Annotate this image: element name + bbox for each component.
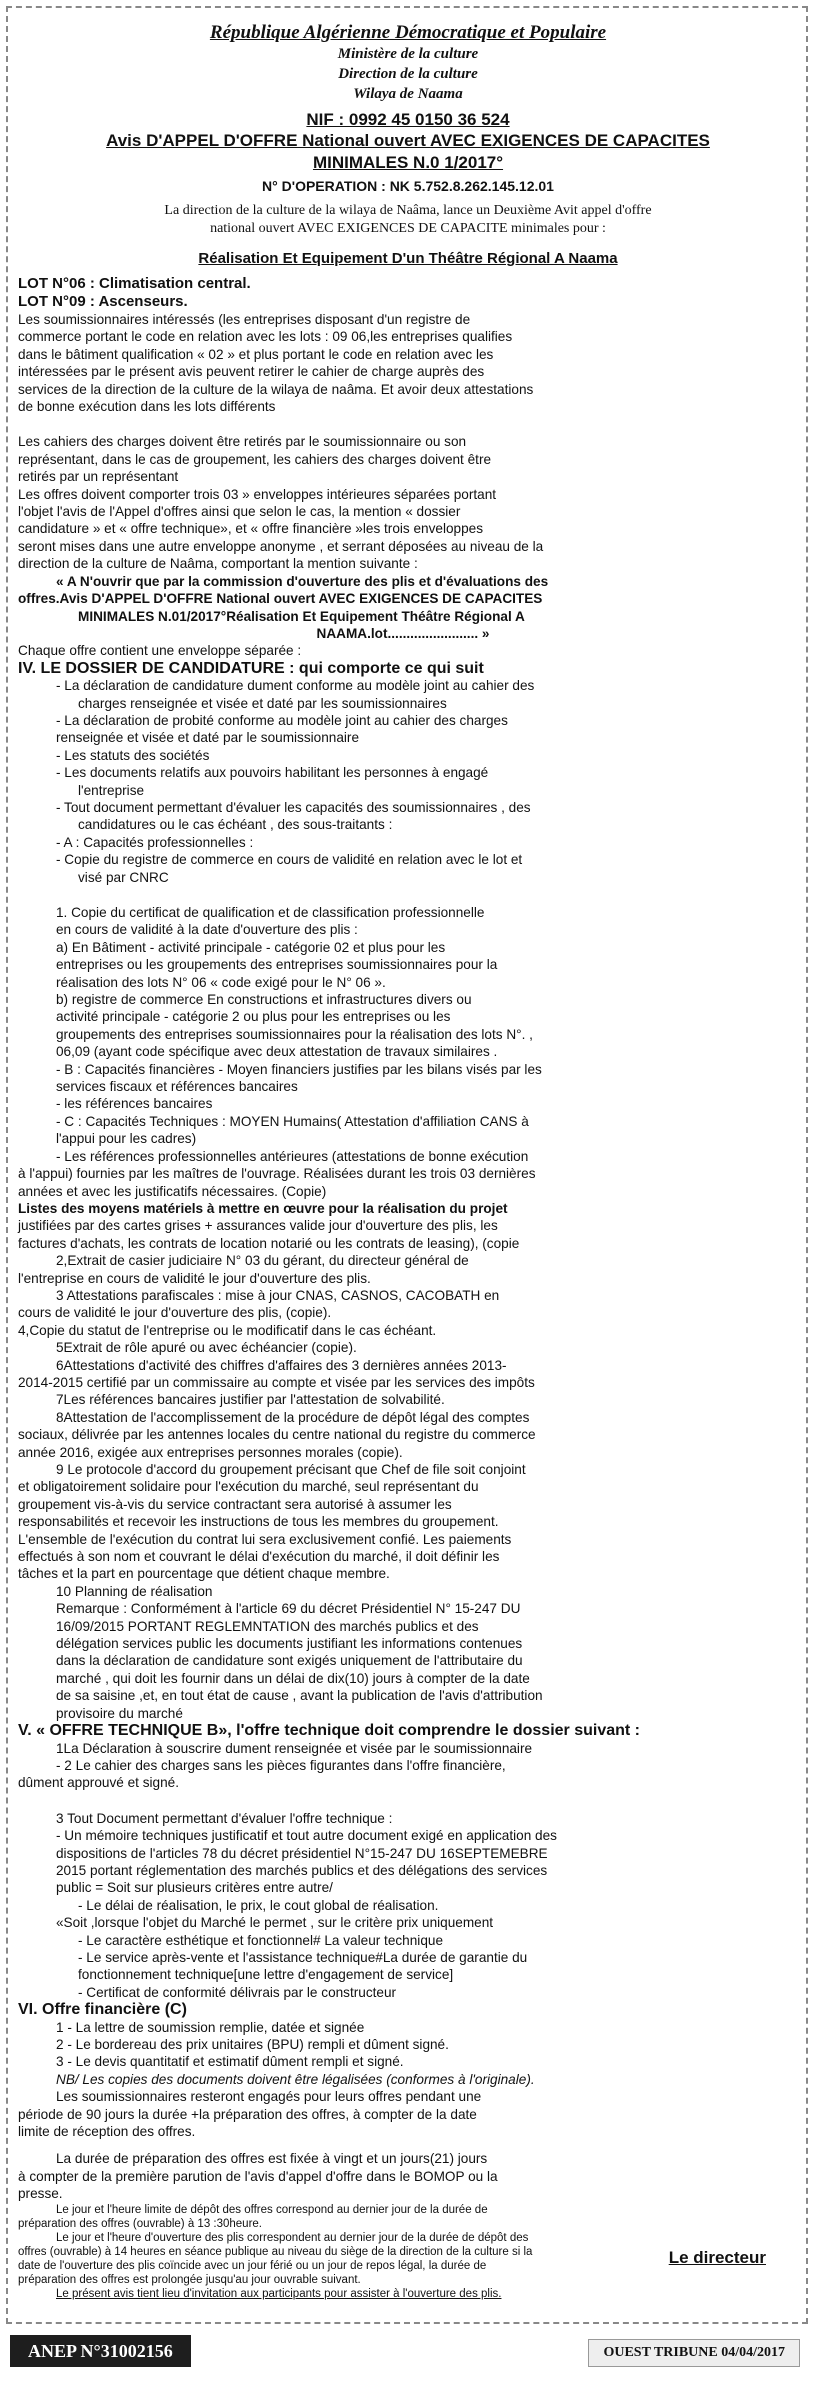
body-line: Les cahiers des charges doivent être retirés par le soumissionnaire ou son: [18, 434, 467, 450]
document: [18, 22, 798, 2301]
body-line: services fiscaux et références bancaires: [56, 1079, 298, 1095]
body-line: 3 Tout Document permettant d'évaluer l'offre technique :: [56, 1810, 393, 1826]
body-line: LOT N°09 : Ascenseurs.: [18, 293, 188, 310]
body-line: - Tout document permettant d'évaluer les capacités des soumissionnaires , des: [56, 799, 531, 815]
body-line: - Certificat de conformité délivrais par le constructeur: [78, 1984, 397, 2000]
body-line: date de l'ouverture des plis coïncide avec un jour férié ou un jour de repos légal, la durée de: [18, 2259, 487, 2272]
body-line: Chaque offre contient une enveloppe séparée :: [18, 643, 302, 659]
body-line: sociaux, délivrée par les antennes locales du centre national du registre du commerce: [18, 1427, 536, 1443]
body-line: dûment approuvé et signé.: [18, 1775, 179, 1791]
body-line: préparation des offres (ouvrable) à 13 :30heure.: [18, 2217, 262, 2230]
body-line: en cours de validité à la date d'ouverture des plis :: [56, 922, 358, 938]
body-line: - Le délai de réalisation, le prix, le cout global de réalisation.: [78, 1897, 439, 1913]
body-line: IV. LE DOSSIER DE CANDIDATURE : qui comporte ce qui suit: [18, 659, 484, 677]
body-line: Remarque : Conformément à l'article 69 du décret Présidentiel N° 15-247 DU: [56, 1601, 521, 1617]
body-line: seront mises dans une autre enveloppe anonyme , et serrant déposées au niveau de la: [18, 538, 544, 554]
body-line: groupements des entreprises soumissionnaires pour la réalisation des lots N°. ,: [56, 1026, 533, 1042]
body-line: 3 Attestations parafiscales : mise à jour CNAS, CASNOS, CACOBATH en: [56, 1287, 500, 1303]
body-line: [18, 1792, 788, 1810]
body-line: et obligatoirement solidaire pour l'exécution du marché, seul représentant du: [18, 1479, 479, 1495]
body-line: Les soumissionnaires intéressés (les entreprises disposant d'un registre de: [18, 312, 471, 327]
body-line: - La déclaration de candidature dument conforme au modèle joint au cahier des: [56, 678, 535, 694]
body-line: services de la direction de la culture de la wilaya de naâma. Et avoir deux attestations: [18, 381, 534, 397]
body-line: l'entreprise en cours de validité le jour d'ouverture des plis.: [18, 1270, 371, 1286]
body-line: Listes des moyens matériels à mettre en œuvre pour la réalisation du projet: [18, 1200, 508, 1216]
body-line: Le jour et l'heure d'ouverture des plis correspondent au dernier jour de la durée de dépôt des: [56, 2231, 529, 2244]
body-line: réalisation des lots N° 06 « code exigé pour le N° 06 ».: [56, 974, 386, 990]
body-line: public = Soit sur plusieurs critères entre autre/: [56, 1880, 333, 1896]
body-line: groupement vis-à-vis du service contractant sera autorisé à assumer les: [18, 1496, 452, 1512]
body-line: 1. Copie du certificat de qualification et de classification professionnelle: [56, 905, 485, 920]
body-line: - Les références professionnelles antérieures (attestations de bonne exécution: [56, 1148, 529, 1164]
body-line: période de 90 jours la durée +la préparation des offres, à compter de la date: [18, 2106, 477, 2122]
wilaya-line: Wilaya de Naama: [353, 86, 463, 102]
body-line: dans la déclaration de candidature sont exigés uniquement de l'attributaire du: [56, 1653, 523, 1669]
body-line: de bonne exécution dans les lots différents: [18, 399, 276, 415]
nif-number: NIF : 0992 45 0150 36 524: [306, 110, 510, 129]
body-line: 3 - Le devis quantitatif et estimatif dûment rempli et signé.: [56, 2054, 404, 2070]
body-line: 10 Planning de réalisation: [56, 1583, 213, 1599]
body-line: MINIMALES N.01/2017°Réalisation Et Equipement Théâtre Régional A: [78, 608, 525, 624]
body-line: L'ensemble de l'exécution du contrat lui sera exclusivement confié. Les paiements: [18, 1531, 512, 1547]
body-line: intéressées par le présent avis peuvent retirer le cahier de charge auprès des: [18, 364, 485, 380]
body-line: - Les statuts des sociétés: [56, 747, 210, 763]
body-line: tâches et la part en pourcentage que détient chaque membre.: [18, 1566, 390, 1582]
anep-reference: ANEP N°31002156: [10, 2335, 191, 2367]
body-line: commerce portant le code en relation avec les lots : 09 06,les entreprises qualifies: [18, 329, 513, 345]
body-line: « A N'ouvrir que par la commission d'ouverture des plis et d'évaluations des: [56, 573, 549, 589]
body-line: - Les documents relatifs aux pouvoirs habilitant les personnes à engagé: [56, 765, 489, 781]
body-line: Le présent avis tient lieu d'invitation aux participants pour assister à l'ouverture des plis.: [56, 2287, 502, 2300]
body-line: renseignée et visée et daté par le soumissionnaire: [56, 730, 360, 746]
newspaper-reference: OUEST TRIBUNE 04/04/2017: [588, 2339, 800, 2367]
footer: [0, 2335, 816, 2371]
body-line: marché , qui doit les fournir dans un délai de dix(10) jours à compter de la date: [56, 1670, 530, 1686]
body-line: La durée de préparation des offres est fixée à vingt et un jours(21) jours: [56, 2151, 488, 2167]
body-line: - Copie du registre de commerce en cours de validité en relation avec le lot et: [56, 852, 523, 868]
body-line: charges renseignée et visée et daté par les soumissionnaires: [78, 695, 447, 711]
intro-line-2: national ouvert AVEC EXIGENCES DE CAPACITE minimales pour :: [210, 221, 606, 236]
body-line: candidatures ou le cas échéant , des sous-traitants :: [78, 817, 393, 833]
body-line: 2014-2015 certifié par un commissaire au compte et visée par les services des impôts: [18, 1374, 535, 1390]
avis-title-line-1: Avis D'APPEL D'OFFRE National ouvert AVEC EXIGENCES DE CAPACITES: [106, 131, 710, 150]
body-line: à compter de la première parution de l'avis d'appel d'offre dans le BOMOP ou la: [18, 2168, 498, 2184]
body-line: dispositions de l'articles 78 du décret présidentiel N°15-247 DU 16SEPTEMEBRE: [56, 1845, 548, 1861]
body-line: 2,Extrait de casier judiciaire N° 03 du gérant, du directeur général de: [56, 1253, 469, 1269]
body-line: 1La Déclaration à souscrire dument renseignée et visée par le soumissionnaire: [56, 1740, 533, 1756]
body-line: 4,Copie du statut de l'entreprise ou le modificatif dans le cas échéant.: [18, 1322, 437, 1338]
body-line: 2015 portant réglementation des marchés publics et des délégations des services: [56, 1862, 548, 1878]
body-line: visé par CNRC: [78, 869, 169, 885]
avis-title-line-2: MINIMALES N.0 1/2017°: [312, 153, 504, 172]
body-line: délégation services public les documents justifiant les informations contenues: [56, 1636, 523, 1652]
body-line: de sa saisine ,et, en tout état de cause , avant la publication de l'avis d'attribution: [56, 1688, 543, 1704]
body-line: préparation des offres est prolongée jusqu'au jour ouvrable suivant.: [18, 2273, 361, 2286]
body-line: [18, 415, 788, 433]
body-line: - A : Capacités professionnelles :: [56, 834, 254, 850]
signature-title: Le directeur: [668, 2248, 766, 2267]
body-line: offres.Avis D'APPEL D'OFFRE National ouvert AVEC EXIGENCES DE CAPACITES: [18, 591, 543, 607]
body-line: [18, 886, 788, 904]
body-line: l'entreprise: [78, 782, 145, 798]
body-line: fonctionnement technique[une lettre d'engagement de service]: [78, 1967, 454, 1983]
body-line: LOT N°06 : Climatisation central.: [18, 275, 251, 292]
operation-number: N° D'OPERATION : NK 5.752.8.262.145.12.01: [262, 178, 554, 194]
body-line: factures d'achats, les contrats de location notarié ou les contrats de leasing), (copie: [18, 1235, 520, 1251]
body-line: dans le bâtiment qualification « 02 » et plus portant le code en relation avec les: [18, 346, 494, 362]
body-line: - 2 Le cahier des charges sans les pièces figurantes dans l'offre financière,: [56, 1757, 506, 1773]
body-line: effectués à son nom et couvrant le délai d'exécution du marché, il doit définir les: [18, 1549, 500, 1565]
body-line: 6Attestations d'activité des chiffres d'affaires des 3 dernières années 2013-: [56, 1357, 507, 1373]
body-line: justifiées par des cartes grises + assurances valide jour d'ouverture des plis, les: [18, 1218, 498, 1234]
body-line: b) registre de commerce En constructions et infrastructures divers ou: [56, 992, 472, 1008]
body-line: représentant, dans le cas de groupement, les cahiers des charges doivent être: [18, 451, 492, 467]
body-line: activité principale - catégorie 2 ou plus pour les entreprises ou les: [56, 1009, 451, 1025]
body-line: NAAMA.lot........................ »: [316, 625, 490, 641]
body-line: provisoire du marché: [56, 1705, 183, 1721]
body-line: NB/ Les copies des documents doivent être légalisées (conformes à l'originale).: [56, 2071, 535, 2087]
intro-line-1: La direction de la culture de la wilaya de Naâma, lance un Deuxième Avit appel d'offre: [164, 203, 652, 218]
notice-body: [18, 275, 798, 2301]
body-line: offres (ouvrable) à 14 heures en séance publique au niveau du siège de la direction de la culture si la: [18, 2245, 533, 2258]
body-line: 16/09/2015 PORTANT REGLEMNTATION des marchés publics et des: [56, 1618, 479, 1634]
body-line: Les soumissionnaires resteront engagés pour leurs offres pendant une: [56, 2089, 482, 2105]
body-line: - Un mémoire techniques justificatif et tout autre document exigé en application des: [56, 1828, 557, 1844]
body-line: - les références bancaires: [56, 1096, 213, 1112]
project-title: Réalisation Et Equipement D'un Théâtre Régional A Naama: [198, 250, 618, 267]
body-line: V. « OFFRE TECHNIQUE B», l'offre technique doit comprendre le dossier suivant :: [18, 1722, 640, 1740]
body-line: a) En Bâtiment - activité principale - catégorie 02 et plus pour les: [56, 939, 446, 955]
body-line: 7Les références bancaires justifier par l'attestation de solvabilité.: [56, 1392, 445, 1408]
body-line: direction de la culture de Naâma, comportant la mention suivante :: [18, 556, 418, 572]
body-line: 8Attestation de l'accomplissement de la procédure de dépôt légal des comptes: [56, 1409, 530, 1425]
body-line: VI. Offre financière (C): [18, 2001, 187, 2019]
body-line: «Soit ,lorsque l'objet du Marché le permet , sur le critère prix uniquement: [56, 1915, 494, 1931]
body-line: 9 Le protocole d'accord du groupement précisant que Chef de file soit conjoint: [56, 1462, 526, 1477]
body-line: années et avec les justificatifs nécessaires. (Copie): [18, 1183, 327, 1199]
republic-title: République Algérienne Démocratique et Populaire: [209, 22, 607, 43]
body-line: presse.: [18, 2186, 63, 2202]
body-line: responsabilités et recevoir les instructions de tous les membres du groupement.: [18, 1514, 499, 1530]
body-line: 5Extrait de rôle apuré ou avec échéancier (copie).: [56, 1340, 357, 1356]
direction-line: Direction de la culture: [338, 66, 478, 82]
body-line: retirés par un représentant: [18, 469, 179, 485]
body-line: - Le service après-vente et l'assistance technique#La durée de garantie du: [78, 1949, 528, 1965]
body-line: - B : Capacités financières - Moyen financiers justifies par les bilans visés par les: [56, 1061, 542, 1077]
body-line: - C : Capacités Techniques : MOYEN Humains( Attestation d'affiliation CANS à: [56, 1113, 529, 1129]
body-line: à l'appui) fournies par les maîtres de l'ouvrage. Réalisées durant les trois 03 dernières: [18, 1166, 536, 1182]
body-line: - La déclaration de probité conforme au modèle joint au cahier des charges: [56, 712, 508, 728]
body-line: limite de réception des offres.: [18, 2124, 196, 2140]
body-line: 2 - Le bordereau des prix unitaires (BPU) rempli et dûment signé.: [56, 2037, 449, 2052]
body-line: 06,09 (ayant code spécifique avec deux attestation de travaux similaires .: [56, 1044, 498, 1060]
body-line: 1 - La lettre de soumission remplie, datée et signée: [56, 2019, 365, 2035]
body-line: [18, 2140, 788, 2150]
body-line: cours de validité le jour d'ouverture des plis, (copie).: [18, 1305, 332, 1321]
body-line: Le jour et l'heure limite de dépôt des offres correspond au dernier jour de la durée de: [56, 2203, 488, 2216]
body-line: candidature » et « offre technique», et « offre financière »les trois enveloppes: [18, 521, 484, 537]
body-line: entreprises ou les groupements des entreprises soumissionnaires pour la: [56, 957, 498, 973]
body-line: l'appui pour les cadres): [56, 1131, 197, 1147]
body-line: l'objet l'avis de l'Appel d'offres ainsi que selon le cas, la mention « dossier: [18, 504, 461, 520]
ministry-line: Ministère de la culture: [337, 46, 479, 62]
body-line: Les offres doivent comporter trois 03 » enveloppes intérieures séparées portant: [18, 486, 497, 502]
body-line: année 2016, exigée aux entreprises personnes morales (copie).: [18, 1444, 403, 1460]
body-line: - Le caractère esthétique et fonctionnel# La valeur technique: [78, 1932, 444, 1948]
